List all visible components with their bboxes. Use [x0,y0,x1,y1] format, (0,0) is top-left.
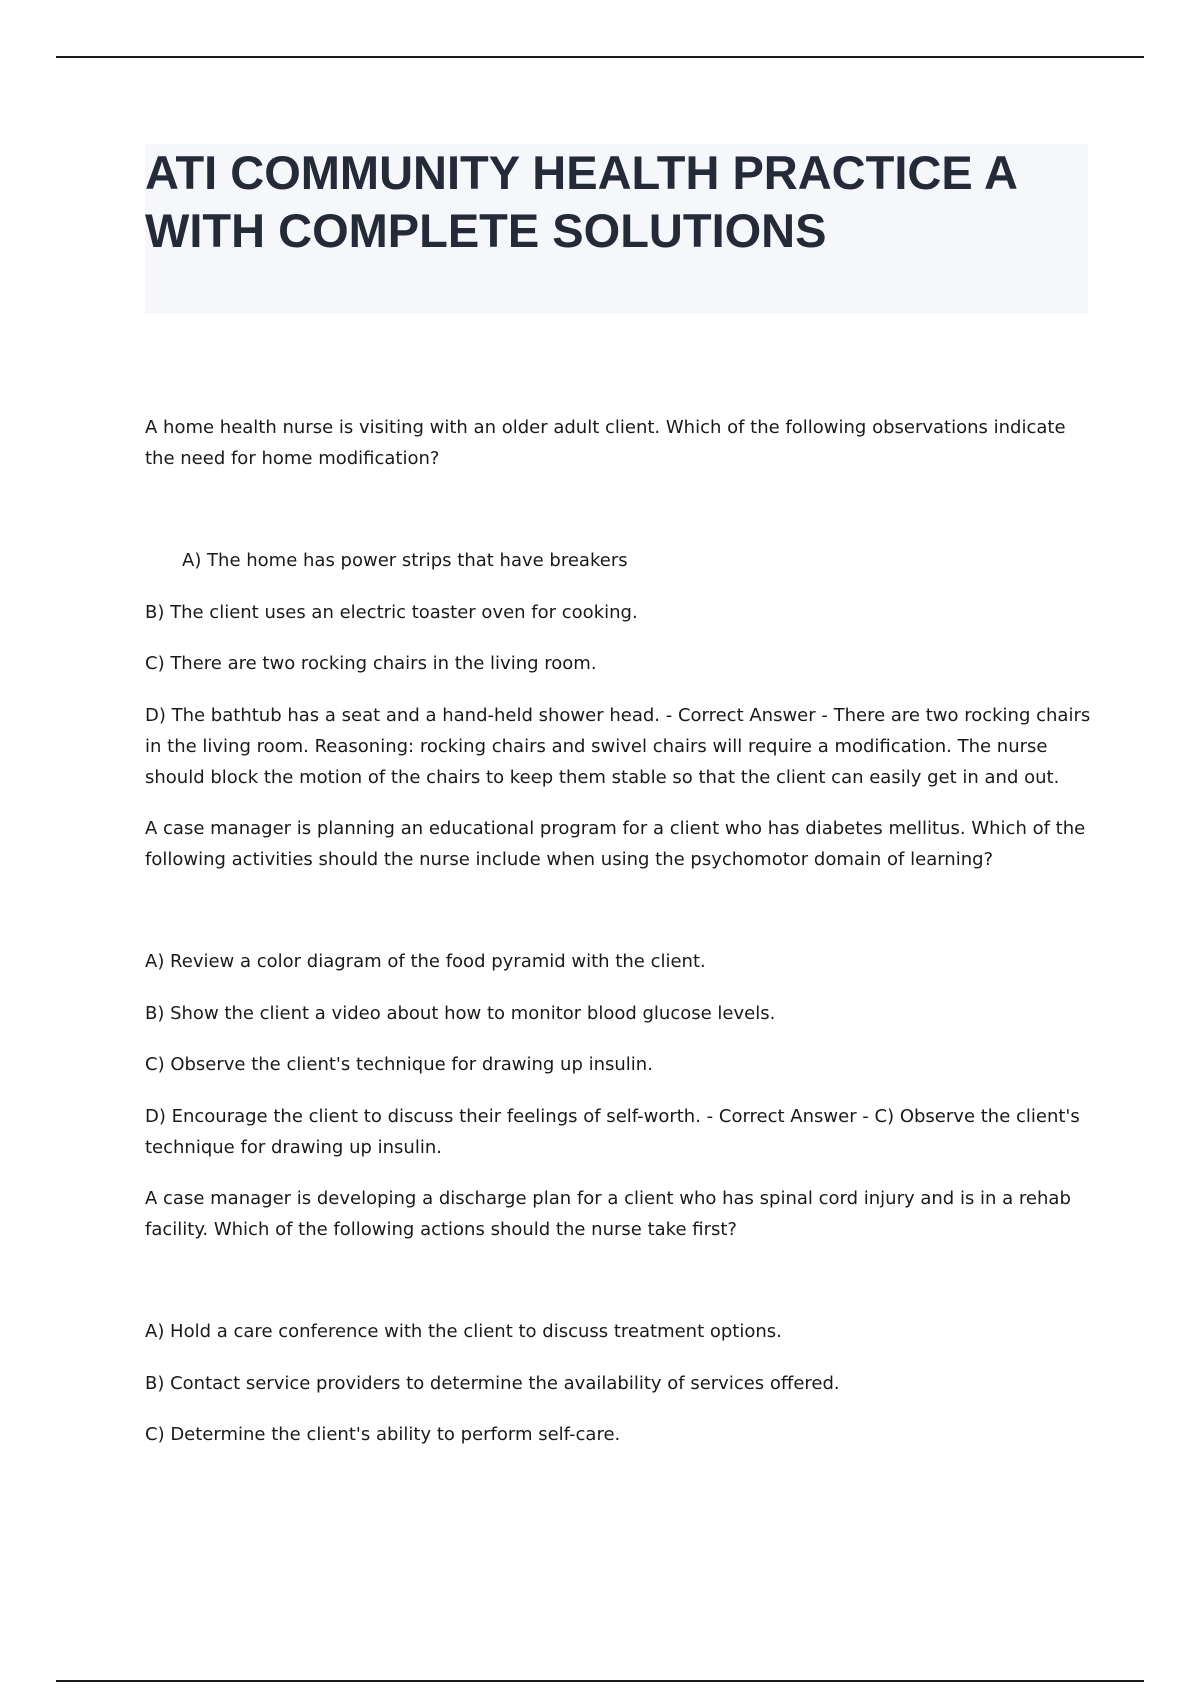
title-banner [145,144,1088,314]
question-1-stem: A home health nurse is visiting with an older adult client. Which of the following observations indicate the need for home modification? [145,417,1066,469]
question-2-stem: A case manager is planning an educational program for a client who has diabetes mellitus. Which of the following activities should the nurse include when using the psychomotor domain of learning? [145,818,1086,870]
question-2-option-a: A) Review a color diagram of the food pyramid with the client. [145,951,706,972]
page-title: ATI COMMUNITY HEALTH PRACTICE A WITH COMPLETE SOLUTIONS [145,146,1017,257]
question-1-option-d-answer: D) The bathtub has a seat and a hand-held shower head. - Correct Answer - There are two rocking chairs in the living room. Reasoning: rocking chairs and swivel chairs will require a modification. The nurse should block the motion of the chairs to keep them stable so that the client can easily get in and out. [145,705,1091,788]
question-1-option-c: C) There are two rocking chairs in the living room. [145,653,597,674]
question-2-option-d-answer: D) Encourage the client to discuss their feelings of self-worth. - Correct Answer - C) Observe the client's technique for drawing up insulin. [145,1106,1080,1158]
question-2-option-c: C) Observe the client's technique for drawing up insulin. [145,1054,653,1075]
document-body [145,412,1095,1450]
question-3-option-c: C) Determine the client's ability to perform self-care. [145,1424,621,1445]
bottom-rule [56,1680,1144,1682]
question-3-stem: A case manager is developing a discharge plan for a client who has spinal cord injury and is in a rehab facility. Which of the following actions should the nurse take first? [145,1188,1071,1240]
question-3-option-b: B) Contact service providers to determine the availability of services offered. [145,1373,840,1394]
question-1-option-a: A) The home has power strips that have breakers [182,550,628,571]
question-2-option-b: B) Show the client a video about how to monitor blood glucose levels. [145,1003,776,1024]
question-3-option-a: A) Hold a care conference with the client to discuss treatment options. [145,1321,782,1342]
question-1-option-b: B) The client uses an electric toaster oven for cooking. [145,602,638,623]
top-rule [56,56,1144,58]
